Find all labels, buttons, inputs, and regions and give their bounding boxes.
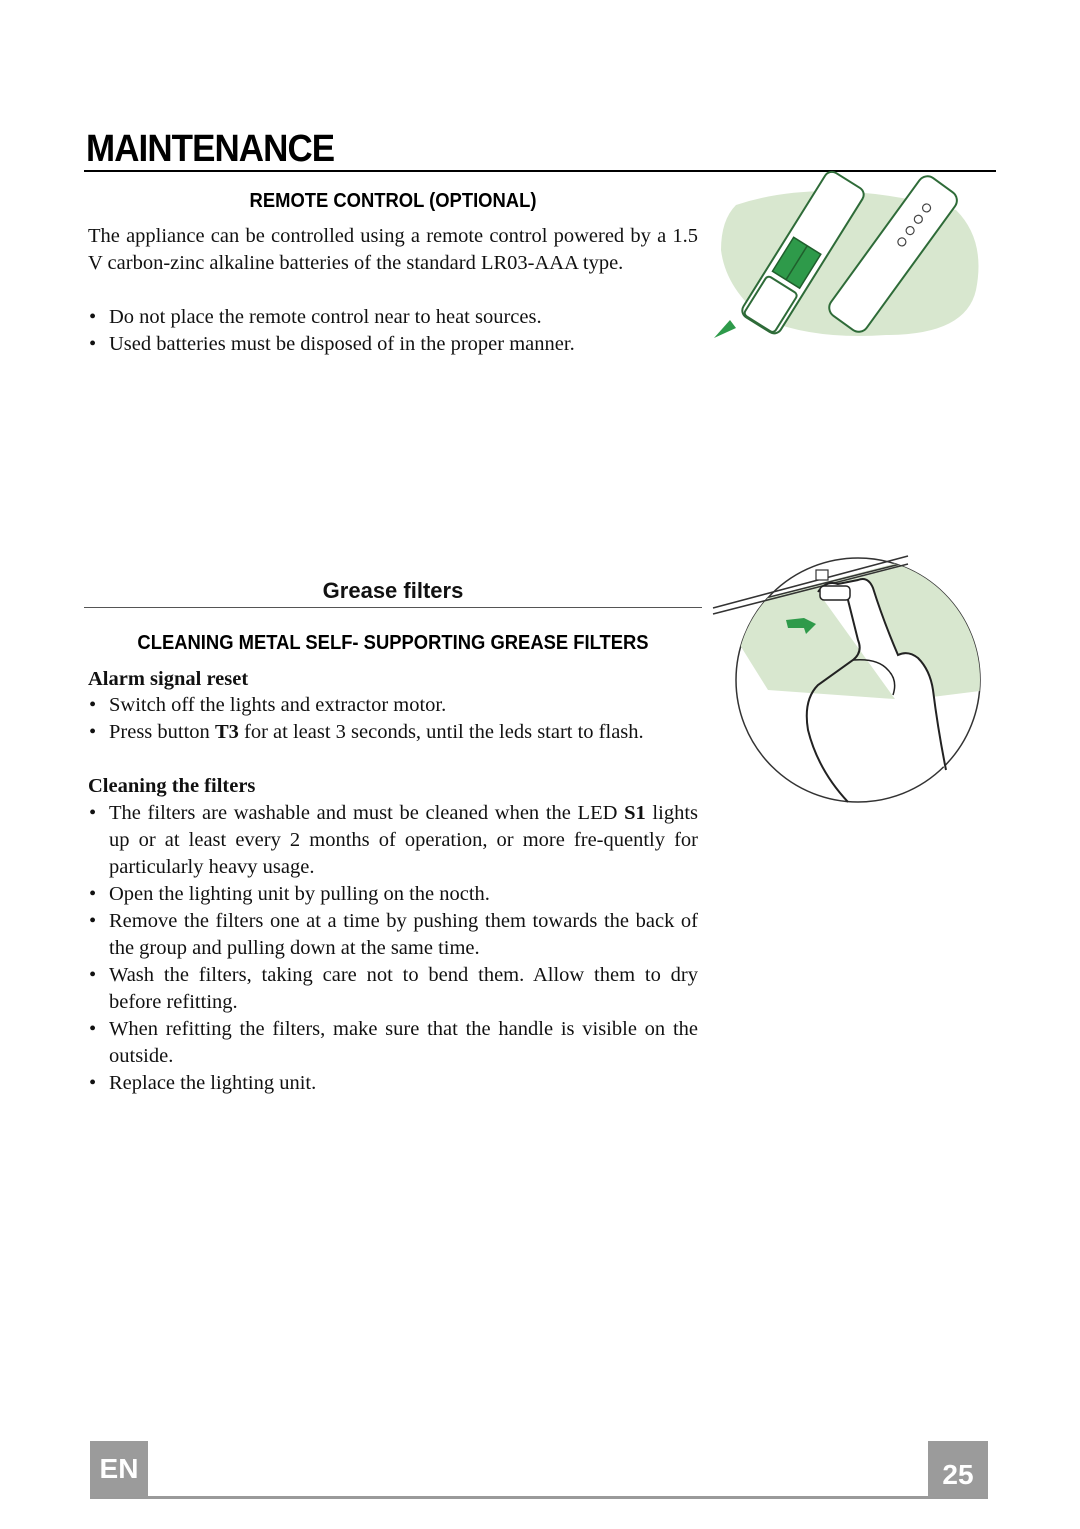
- page-title: MAINTENANCE: [86, 128, 335, 170]
- list-item: • Do not place the remote control near to heat sources.: [88, 304, 698, 331]
- list-item: • The filters are washable and must be cleaned when the LED S1 lights up or at least every 2 months of operation, or more fre-quently for particularly heavy usage.: [88, 800, 698, 881]
- list-item: • Used batteries must be disposed of in the proper manner.: [88, 331, 698, 358]
- remote-bullets: [88, 304, 698, 358]
- list-item: • When refitting the filters, make sure that the handle is visible on the outside.: [88, 1016, 698, 1070]
- cleaning-bullets: [88, 800, 698, 1097]
- language-tab: EN: [90, 1441, 148, 1497]
- alarm-reset-heading: Alarm signal reset: [88, 668, 249, 690]
- list-item: • Remove the filters one at a time by pushing them towards the back of the group and pulling down at the same time.: [88, 908, 698, 962]
- list-item: • Switch off the lights and extractor motor.: [88, 692, 698, 719]
- cleaning-filters-heading: Cleaning the filters: [88, 775, 256, 797]
- remote-control-illustration: [706, 170, 986, 345]
- alarm-bullets: [88, 692, 698, 746]
- list-item: • Wash the filters, taking care not to bend them. Allow them to dry before refitting.: [88, 962, 698, 1016]
- cleaning-heading: CLEANING METAL SELF- SUPPORTING GREASE FILTERS: [137, 632, 649, 654]
- grease-filters-title: Grease filters: [322, 578, 464, 603]
- remote-heading: REMOTE CONTROL (OPTIONAL): [249, 190, 537, 212]
- key-label: T3: [214, 721, 239, 743]
- remote-intro: The appliance can be controlled using a remote control powered by a 1.5 V carbon-zinc alkaline batteries of the standard LR03-AAA type.: [88, 225, 698, 274]
- list-item: • Open the lighting unit by pulling on the nocth.: [88, 881, 698, 908]
- list-item: • Press button T3 for at least 3 seconds, until the leds start to flash.: [88, 719, 698, 746]
- page-number: 25: [928, 1441, 988, 1497]
- grease-filter-illustration: [708, 540, 988, 805]
- led-label: S1: [624, 802, 646, 824]
- list-item: • Replace the lighting unit.: [88, 1070, 698, 1097]
- section-rule: [84, 607, 702, 608]
- footer-rule: [90, 1496, 988, 1499]
